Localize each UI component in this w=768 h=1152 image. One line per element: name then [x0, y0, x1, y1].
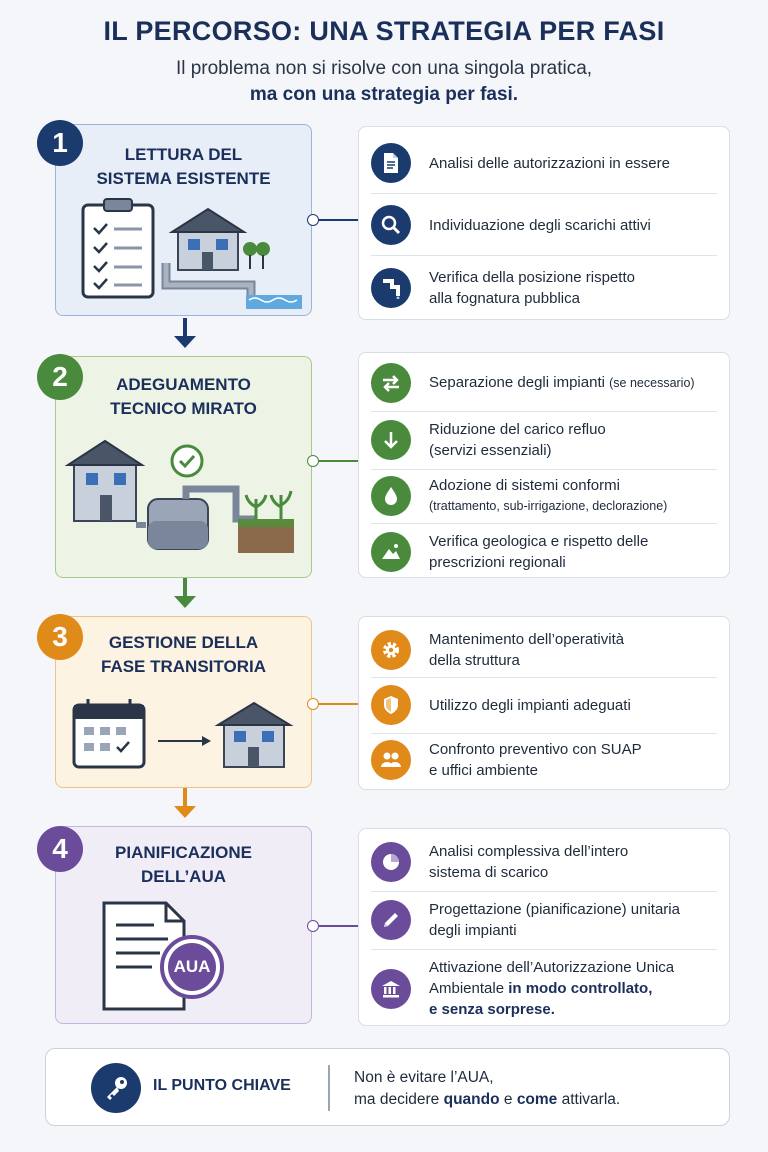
- page-title: IL PERCORSO: UNA STRATEGIA PER FASI: [103, 16, 665, 46]
- landscape-icon: [371, 532, 411, 572]
- key-point-separator: [328, 1065, 330, 1111]
- gear-icon: [371, 630, 411, 670]
- list-item: Analisi delle autorizzazioni in essere: [371, 143, 719, 183]
- list-item: Separazione degli impianti (se necessario): [371, 363, 719, 403]
- pie-chart-icon: [371, 842, 411, 882]
- phase-1-item-list: [358, 126, 730, 320]
- arrow-down-2: [171, 578, 199, 610]
- phase-3-item-list: [358, 616, 730, 790]
- water-drop-icon: [371, 476, 411, 516]
- phase-4-card: [55, 826, 312, 1024]
- key-point-box: [45, 1048, 730, 1126]
- phase-3-connector-dot: [307, 698, 319, 710]
- list-item: Adozione di sistemi conformi (trattamento, sub-irrigazione, declorazione): [371, 475, 719, 517]
- key-point-text: Non è evitare l’AUA, ma decidere quando e come attivarla.: [354, 1069, 621, 1108]
- divider: [371, 469, 717, 470]
- list-item: Verifica della posizione rispetto alla fognatura pubblica: [371, 267, 719, 309]
- swap-arrows-icon: [371, 363, 411, 403]
- list-item: Utilizzo degli impianti adeguati: [371, 685, 719, 725]
- aua-document-illustration: [56, 827, 313, 1025]
- existing-system-illustration: [56, 125, 313, 317]
- list-item: Individuazione degli scarichi attivi: [371, 205, 719, 245]
- arrow-down-3: [171, 788, 199, 820]
- phase-3-number-badge: 3: [37, 614, 83, 660]
- phase-4-title: PIANIFICAZIONE DELL’AUA: [115, 843, 252, 886]
- list-item: Attivazione dell’Autorizzazione Unica Ambientale in modo controllato, e senza sorprese.: [371, 957, 719, 1020]
- phase-1-card: [55, 124, 312, 316]
- pencil-icon: [371, 900, 411, 940]
- phase-3-title: GESTIONE DELLA FASE TRANSITORIA: [101, 633, 266, 676]
- arrow-down-1: [171, 318, 199, 350]
- key-point-label: IL PUNTO CHIAVE: [153, 1077, 291, 1094]
- list-item: Mantenimento dell’operatività della struttura: [371, 629, 719, 671]
- institution-icon: [371, 969, 411, 1009]
- technical-upgrade-illustration: [56, 357, 313, 579]
- subtitle-line-1: Il problema non si risolve con una singola pratica,: [175, 58, 593, 79]
- divider: [371, 193, 717, 194]
- phase-1-title: LETTURA DEL SISTEMA ESISTENTE: [96, 145, 271, 188]
- phase-2-connector-dot: [307, 455, 319, 467]
- key-icon: [91, 1063, 141, 1113]
- phase-1-connector-dot: [307, 214, 319, 226]
- divider: [371, 733, 717, 734]
- subtitle-line-2: ma con una strategia per fasi.: [249, 84, 519, 105]
- transition-phase-illustration: [56, 617, 313, 789]
- phase-4-connector-dot: [307, 920, 319, 932]
- shield-icon: [371, 685, 411, 725]
- divider: [371, 677, 717, 678]
- arrow-down-icon: [371, 420, 411, 460]
- list-item: Verifica geologica e rispetto delle prescrizioni regionali: [371, 531, 719, 573]
- phase-2-card: [55, 356, 312, 578]
- phase-4-item-list: [358, 828, 730, 1026]
- divider: [371, 891, 717, 892]
- list-item: Progettazione (pianificazione) unitaria degli impianti: [371, 899, 719, 941]
- phase-2-item-list: [358, 352, 730, 578]
- document-icon: [371, 143, 411, 183]
- divider: [371, 411, 717, 412]
- pipe-icon: [371, 268, 411, 308]
- divider: [371, 523, 717, 524]
- phase-3-card: [55, 616, 312, 788]
- divider: [371, 949, 717, 950]
- phase-4-number-badge: 4: [37, 826, 83, 872]
- phase-2-title: ADEGUAMENTO TECNICO MIRATO: [110, 375, 257, 418]
- list-item: Analisi complessiva dell’intero sistema di scarico: [371, 841, 719, 883]
- divider: [371, 255, 717, 256]
- phase-1-number-badge: 1: [37, 120, 83, 166]
- list-item: Riduzione del carico refluo (servizi essenziali): [371, 419, 719, 461]
- aua-badge: AUA: [173, 957, 211, 976]
- search-icon: [371, 205, 411, 245]
- people-icon: [371, 740, 411, 780]
- phase-2-number-badge: 2: [37, 354, 83, 400]
- list-item: Confronto preventivo con SUAP e uffici ambiente: [371, 739, 719, 781]
